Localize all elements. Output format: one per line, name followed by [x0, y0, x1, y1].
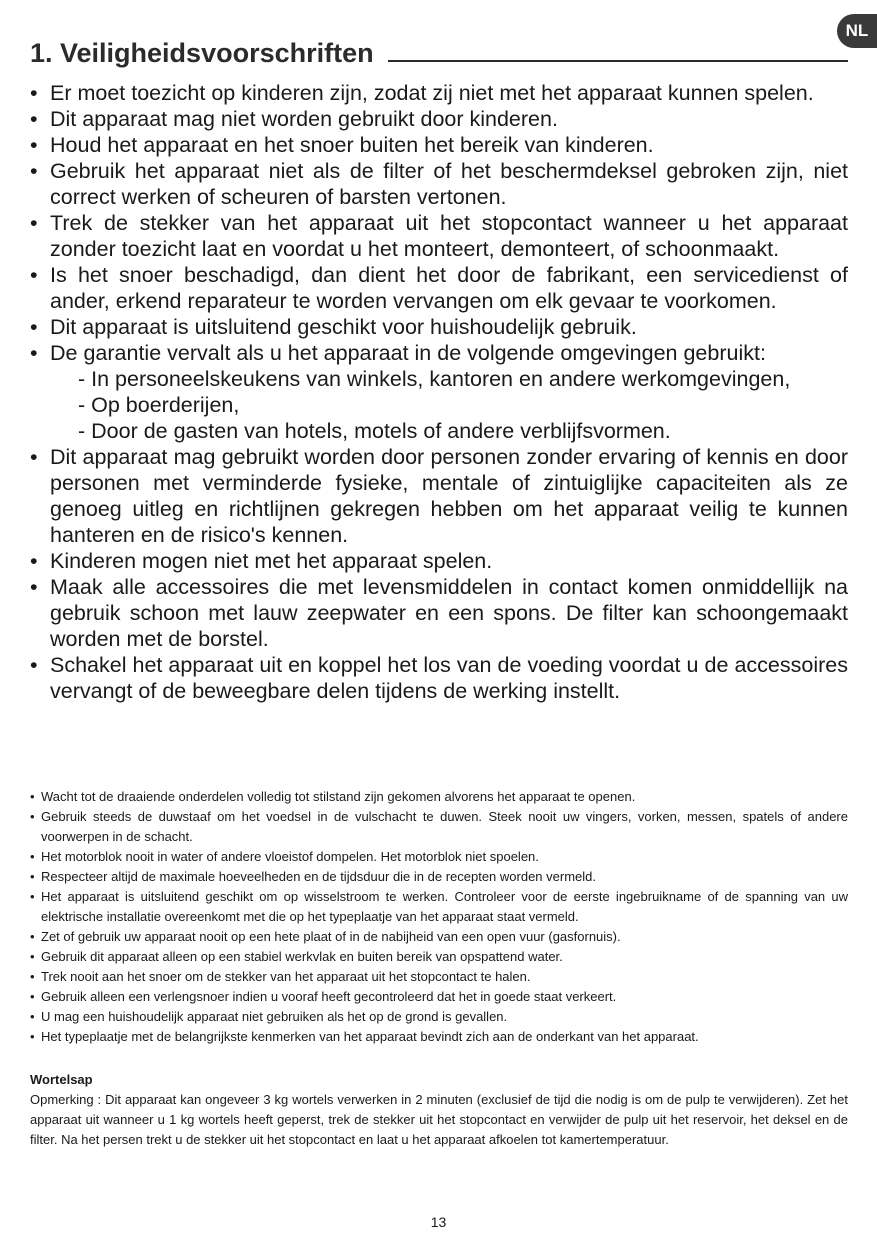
page-number: 13 [430, 1214, 447, 1230]
list-item: • Dit apparaat mag niet worden gebruikt door kinderen. [30, 106, 848, 132]
list-item: • U mag een huishoudelijk apparaat niet gebruiken als het op de grond is gevallen. [30, 1007, 848, 1027]
page-title: 1. Veiligheidsvoorschriften [30, 38, 374, 68]
warranty-sub-list [50, 366, 848, 444]
note-title: Wortelsap [30, 1072, 93, 1087]
list-item: • Gebruik dit apparaat alleen op een stabiel werkvlak en buiten bereik van opspattend water. [30, 947, 848, 967]
sub-list-item: - Op boerderijen, [78, 393, 240, 417]
note-text: Opmerking : Dit apparaat kan ongeveer 3 kg wortels verwerken in 2 minuten (exclusief de tijd die nodig is om de pulp te verwijderen). Zet het apparaat uit wanneer u 1 kg wortels heeft geperst, trek de stekker uit het stopcontact en verwijder de pulp uit het reservoir, het deksel en de filter. Na het persen trekt u de stekker uit het stopcontact en laat u het apparaat afkoelen tot kamertemperatuur. [30, 1092, 848, 1147]
list-item: • Trek nooit aan het snoer om de stekker van het apparaat uit het stopcontact te halen. [30, 967, 848, 987]
list-item: • Trek de stekker van het apparaat uit het stopcontact wanneer u het apparaat zonder toezicht laat en voordat u het monteert, demonteert, of schoonmaakt. [30, 210, 848, 262]
list-item: • Dit apparaat is uitsluitend geschikt voor huishoudelijk gebruik. [30, 314, 848, 340]
list-item: • Het apparaat is uitsluitend geschikt om op wisselstroom te werken. Controleer voor de eerste ingebruikname of de spanning van uw elektrische installatie overeenkomt met die op het typeplaatje van het apparaat staat vermeld. [30, 887, 848, 927]
list-item: • Schakel het apparaat uit en koppel het los van de voeding voordat u de accessoires vervangt of de beweegbare delen tijdens de werking instellt. [30, 652, 848, 704]
list-item: • Wacht tot de draaiende onderdelen volledig tot stilstand zijn gekomen alvorens het apparaat te openen. [30, 787, 848, 807]
secondary-safety-list [30, 787, 848, 1047]
list-item: • Houd het apparaat en het snoer buiten het bereik van kinderen. [30, 132, 848, 158]
list-item: • Maak alle accessoires die met levensmiddelen in contact komen onmiddellijk na gebruik schoon met lauw zeepwater en een spons. De filter kan schoongemaakt worden met de borstel. [30, 574, 848, 652]
main-safety-list [30, 80, 848, 704]
list-item: • Is het snoer beschadigd, dan dient het door de fabrikant, een servicedienst of ander, erkend reparateur te worden vervangen om elk gevaar te voorkomen. [30, 262, 848, 314]
warranty-text: De garantie vervalt als u het apparaat in de volgende omgevingen gebruikt: [50, 341, 766, 365]
language-badge: NL [837, 14, 877, 48]
section-header [30, 38, 848, 68]
list-item: • Kinderen mogen niet met het apparaat spelen. [30, 548, 848, 574]
list-item: • Er moet toezicht op kinderen zijn, zodat zij niet met het apparaat kunnen spelen. [30, 80, 848, 106]
list-item-warranty [30, 340, 848, 444]
sub-list-item: - Door de gasten van hotels, motels of andere verblijfsvormen. [78, 419, 671, 443]
list-item: • Zet of gebruik uw apparaat nooit op een hete plaat of in de nabijheid van een open vuur (gasfornuis). [30, 927, 848, 947]
list-item: • Het typeplaatje met de belangrijkste kenmerken van het apparaat bevindt zich aan de onderkant van het apparaat. [30, 1027, 848, 1047]
list-item: • Respecteer altijd de maximale hoeveelheden en de tijdsduur die in de recepten worden vermeld. [30, 867, 848, 887]
list-item: • Gebruik steeds de duwstaaf om het voedsel in de vulschacht te duwen. Steek nooit uw vingers, vorken, messen, spatels of andere voorwerpen in de schacht. [30, 807, 848, 847]
list-item: • Het motorblok nooit in water of andere vloeistof dompelen. Het motorblok niet spoelen. [30, 847, 848, 867]
list-item: • Dit apparaat mag gebruikt worden door personen zonder ervaring of kennis en door personen met verminderde fysieke, mentale of zintuiglijke capaciteiten als ze genoeg uitleg en richtlijnen gekregen hebben om het apparaat veilig te kunnen hanteren en de risico's kennen. [30, 444, 848, 548]
title-rule [388, 60, 848, 62]
sub-list-item: - In personeelskeukens van winkels, kantoren en andere werkomgevingen, [78, 367, 791, 391]
list-item: • Gebruik het apparaat niet als de filter of het beschermdeksel gebroken zijn, niet correct werken of scheuren of barsten vertonen. [30, 158, 848, 210]
list-item: • Gebruik alleen een verlengsnoer indien u vooraf heeft gecontroleerd dat het in goede staat verkeert. [30, 987, 848, 1007]
